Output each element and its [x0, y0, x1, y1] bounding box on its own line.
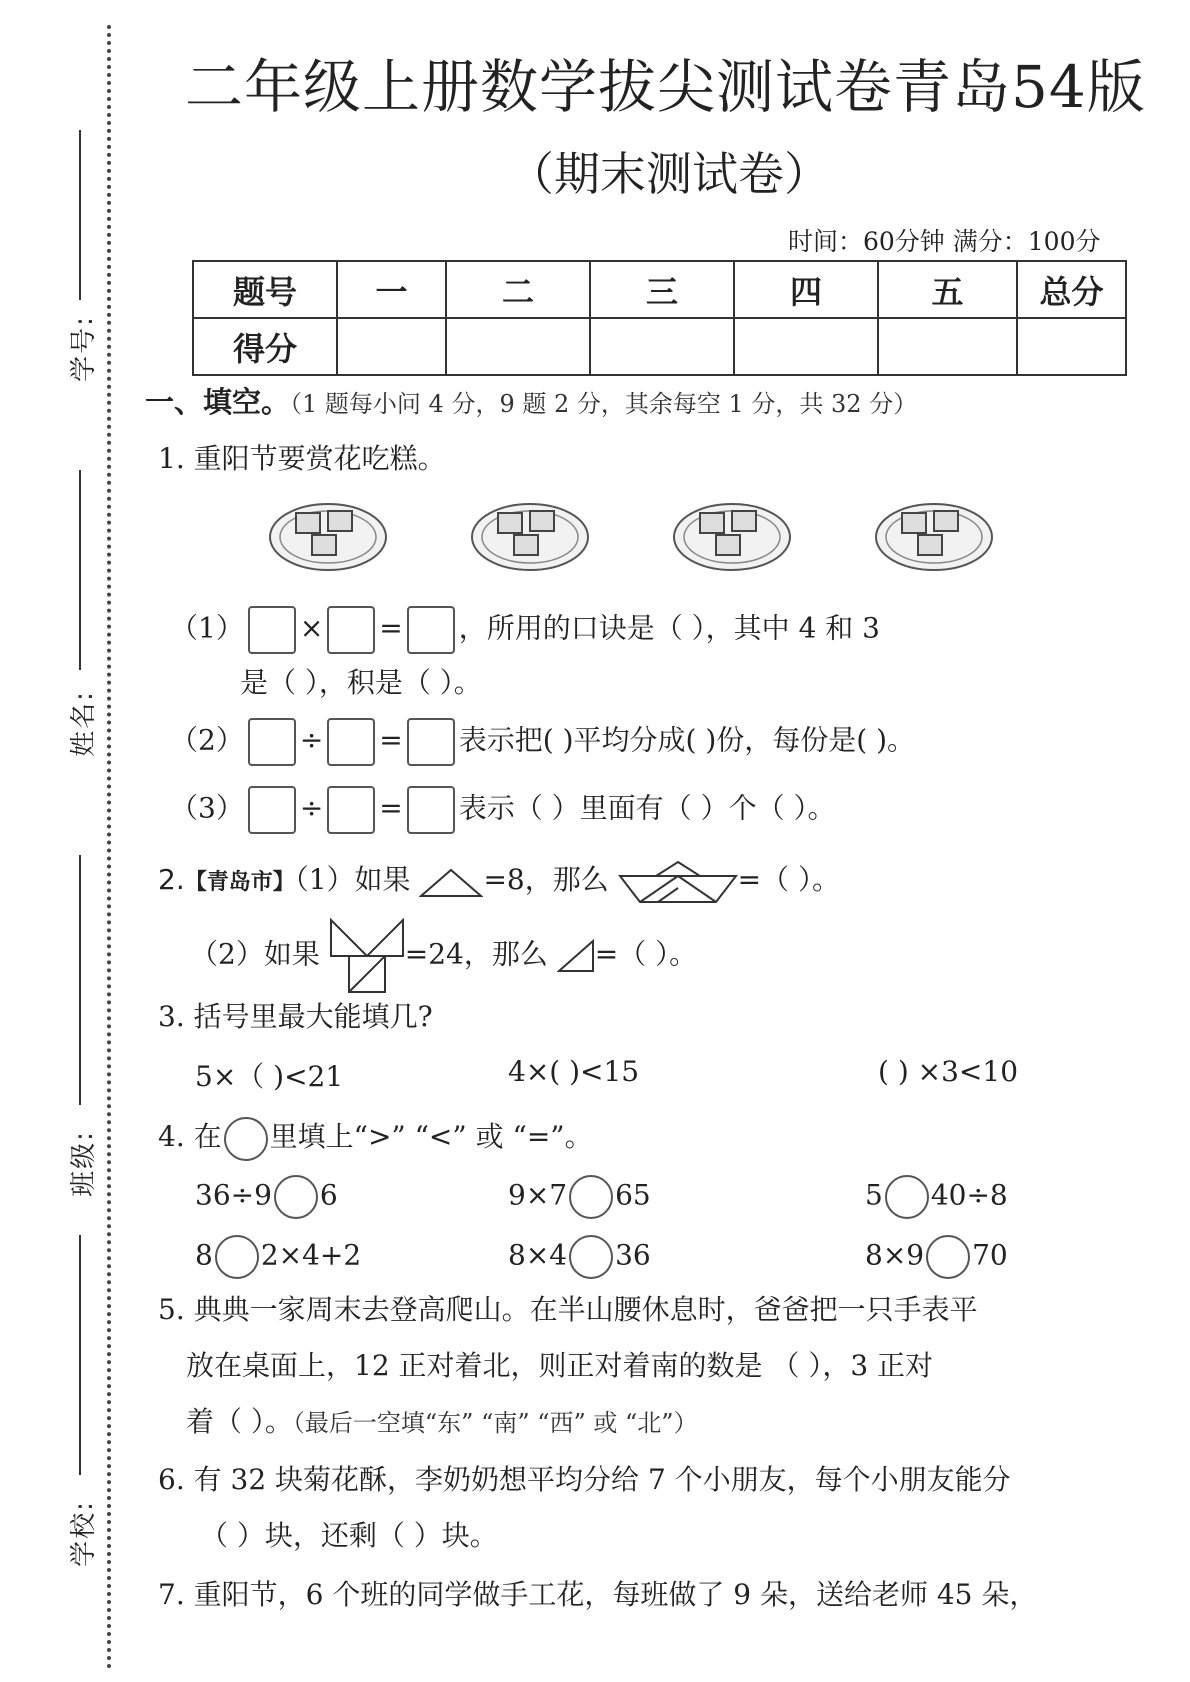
q2-part2: [190, 918, 697, 994]
score-value-row: [193, 318, 1126, 375]
q1-p3-prefix: （3）: [170, 791, 244, 825]
q2-p1-a: （1）如果: [294, 863, 411, 896]
q2-p1-c: =（ ）。: [737, 863, 841, 896]
q5-line3-a: 着（ ）。: [186, 1405, 293, 1438]
section-1-title: 一、填空。: [145, 385, 291, 419]
q4-item: [195, 1175, 338, 1219]
answer-box[interactable]: [407, 606, 455, 654]
answer-box[interactable]: [327, 606, 375, 654]
compare-circle-icon: [224, 1117, 268, 1161]
q1-p3-suffix: 表示（ ）里面有（ ）个（ ）。: [458, 791, 836, 825]
answer-box[interactable]: [248, 606, 296, 654]
answer-circle[interactable]: [215, 1235, 259, 1279]
q1-part3: [170, 786, 835, 834]
answer-box[interactable]: [248, 786, 296, 834]
score-cell[interactable]: [337, 318, 446, 375]
score-header-cell: 三: [590, 261, 734, 318]
section-1-note: （1 题每小问 4 分，9 题 2 分，其余每空 1 分，共 32 分）: [290, 390, 918, 418]
answer-circle[interactable]: [569, 1175, 613, 1219]
q2-part1: [158, 858, 840, 904]
q4-stem-b: 里填上“>” “<” 或 “=”。: [269, 1120, 593, 1153]
q4-item: [508, 1235, 651, 1279]
score-cell[interactable]: [446, 318, 590, 375]
q4-left: 36÷9: [195, 1178, 272, 1212]
section-1-heading: [145, 380, 917, 421]
school-line: [79, 1235, 81, 1475]
divide-sign: ÷: [299, 723, 324, 757]
q6-line1: 6. 有 32 块菊花酥，李奶奶想平均分给 7 个小朋友，每个小朋友能分: [158, 1463, 1011, 1496]
equals-sign: =: [379, 611, 403, 645]
q3-item: 4×( )<15: [508, 1055, 640, 1088]
page-title: 二年级上册数学拔尖测试卷青岛54版: [185, 53, 1146, 121]
answer-box[interactable]: [248, 718, 296, 766]
score-table: [192, 260, 1127, 376]
composite-shape-icon: [329, 918, 405, 994]
answer-circle[interactable]: [885, 1175, 929, 1219]
right-triangle-icon: [557, 939, 595, 973]
boat-shape-icon: [618, 860, 738, 904]
q4-right: 2×4+2: [260, 1238, 362, 1272]
score-cell[interactable]: [590, 318, 734, 375]
answer-box[interactable]: [407, 718, 455, 766]
q4-right: 70: [972, 1238, 1008, 1272]
binding-dotted-line: [107, 25, 111, 1670]
q5-note: （最后一空填“东” “南” “西” 或 “北”）: [292, 1409, 698, 1437]
score-header-cell: 五: [878, 261, 1017, 318]
score-header-row: [193, 261, 1126, 318]
q1-stem: 1. 重阳节要赏花吃糕。: [158, 442, 446, 475]
class-label: 班级:: [68, 1130, 99, 1197]
score-header-cell: 一: [337, 261, 446, 318]
equals-sign: =: [379, 791, 403, 825]
q3-item: ( ) ×3<10: [878, 1055, 1019, 1088]
q1-part1: [170, 606, 880, 654]
q1-p1-line2: 是（ ），积是（ ）。: [240, 666, 482, 699]
score-row-label: 得分: [193, 318, 337, 375]
score-header-cell: 总分: [1017, 261, 1126, 318]
q4-item: [865, 1175, 1008, 1219]
score-header-cell: 二: [446, 261, 590, 318]
q2-tag: 【青岛市】: [184, 869, 295, 895]
q5-line3: [186, 1400, 698, 1440]
q5-line1: 5. 典典一家周末去登高爬山。在半山腰休息时，爸爸把一只手表平: [158, 1293, 978, 1326]
answer-box[interactable]: [327, 786, 375, 834]
q4-item: [865, 1235, 1008, 1279]
school-label: 学校:: [68, 1500, 99, 1567]
q4-item: [508, 1175, 651, 1219]
cake-plate-2: [470, 495, 590, 575]
q4-right: 6: [319, 1178, 338, 1212]
answer-circle[interactable]: [274, 1175, 318, 1219]
q2-p2-a: （2）如果: [190, 937, 320, 971]
q5-line2: 放在桌面上，12 正对着北，则正对着南的数是 （ ），3 正对: [186, 1349, 934, 1382]
q1-part2: [170, 718, 915, 766]
student-id-line: [79, 130, 81, 300]
q3-stem: 3. 括号里最大能填几?: [158, 1000, 433, 1033]
q4-left: 8×9: [865, 1238, 925, 1272]
q7-line1: 7. 重阳节，6 个班的同学做手工花，每班做了 9 朵，送给老师 45 朵，: [158, 1578, 1038, 1611]
q1-p2-suffix: 表示把( )平均分成( )份，每份是( )。: [458, 723, 916, 757]
cake-plate-3: [672, 495, 792, 575]
cake-plate-1: [268, 495, 388, 575]
score-cell[interactable]: [734, 318, 878, 375]
answer-circle[interactable]: [926, 1235, 970, 1279]
page-subtitle: （期末测试卷）: [508, 147, 830, 201]
times-sign: ×: [299, 611, 324, 645]
answer-box[interactable]: [327, 718, 375, 766]
class-line: [79, 855, 81, 1105]
q1-p1-prefix: （1）: [170, 611, 244, 645]
q3-item: 5×（ )<21: [195, 1060, 344, 1093]
q4-right: 40÷8: [930, 1178, 1008, 1212]
q2-p1-b: =8，那么: [483, 863, 609, 896]
equals-sign: =: [379, 723, 403, 757]
name-label: 姓名:: [68, 690, 99, 757]
q4-right: 36: [615, 1238, 651, 1272]
q4-stem-a: 4. 在: [158, 1120, 222, 1153]
q2-p2-c: =（ ）。: [594, 937, 698, 971]
q4-left: 8×4: [508, 1238, 568, 1272]
cake-plate-4: [874, 495, 994, 575]
q4-left: 5: [865, 1178, 883, 1212]
q1-p1-suffix: ，所用的口诀是（ ），其中 4 和 3: [458, 611, 880, 645]
score-header-cell: 题号: [193, 261, 337, 318]
time-info: 时间：60分钟 满分：100分: [788, 227, 1101, 256]
q1-p2-prefix: （2）: [170, 723, 244, 757]
answer-circle[interactable]: [569, 1235, 613, 1279]
score-cell[interactable]: [1017, 318, 1126, 375]
q4-right: 65: [615, 1178, 651, 1212]
q4-left: 8: [195, 1238, 213, 1272]
q6-line2: （ ）块，还剩（ ）块。: [200, 1519, 498, 1552]
name-line: [79, 470, 81, 670]
q4-item: [195, 1235, 361, 1279]
q2-p2-b: =24，那么: [404, 937, 548, 971]
divide-sign: ÷: [299, 791, 324, 825]
answer-box[interactable]: [407, 786, 455, 834]
score-header-cell: 四: [734, 261, 878, 318]
score-cell[interactable]: [878, 318, 1017, 375]
q2-number: 2.: [158, 863, 185, 896]
student-id-label: 学号:: [68, 315, 99, 382]
q4-stem: [158, 1115, 593, 1161]
q4-left: 9×7: [508, 1178, 568, 1212]
triangle-icon: [419, 866, 483, 898]
